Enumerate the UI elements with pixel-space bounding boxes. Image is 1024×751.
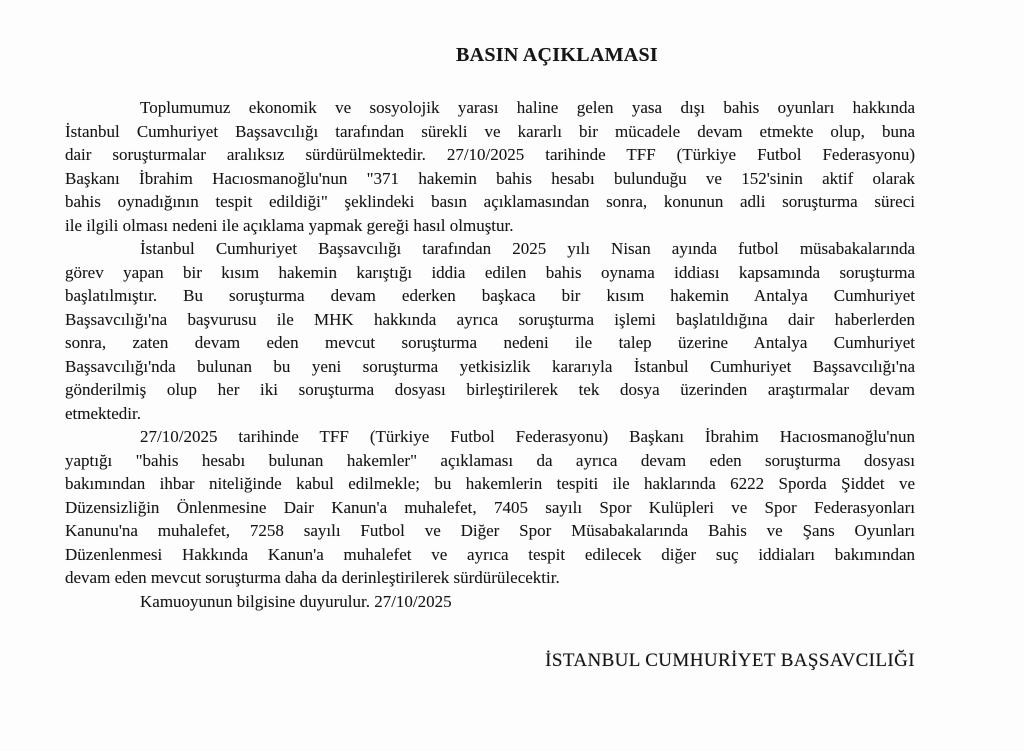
text-line: Başsavcılığı'nda bulunan bu yeni soruşturma yetkisizlik kararıyla İstanbul Cumhuriyet Başsavcılığı'na <box>65 356 915 376</box>
signature-line: İSTANBUL CUMHURİYET BAŞSAVCILIĞI <box>545 650 915 671</box>
text-line: Başkanı İbrahim Hacıosmanoğlu'nun "371 hakemin bahis hesabı bulunduğu ve 152'sinin aktif olarak <box>65 168 915 188</box>
document-body <box>65 96 915 613</box>
text-line: Düzensizliğin Önlenmesine Dair Kanun'a muhalefet, 7405 sayılı Spor Kulüpleri ve Spor Federasyonları <box>65 497 915 517</box>
document-title: BASIN AÇIKLAMASI <box>455 44 659 66</box>
text-line: İstanbul Cumhuriyet Başsavcılığı tarafından sürekli ve kararlı bir mücadele devam etmekte olup, buna <box>65 121 915 141</box>
text-line: Toplumumuz ekonomik ve sosyolojik yarası haline gelen yasa dışı bahis oyunları hakkında <box>140 98 915 117</box>
text-line: gönderilmiş olup her iki soruşturma dosyası birleştirilerek tek dosya üzerinden araştırmalar devam <box>65 380 915 399</box>
text-line: bahis oynadığının tespit edildiği" şeklindeki basın açıklamasından sonra, konunun adli soruşturma süreci <box>65 192 915 211</box>
text-line: sonra, zaten devam eden mevcut soruşturma nedeni ile talep üzerine Antalya Cumhuriyet <box>65 333 915 352</box>
text-line: yaptığı "bahis hesabı bulunan hakemler" açıklaması da ayrıca devam eden soruşturma dosyası <box>65 450 915 470</box>
text-line: dair soruşturmalar aralıksız sürdürülmektedir. 27/10/2025 tarihinde TFF (Türkiye Futbol Federasyonu) <box>65 145 915 164</box>
text-line: başlatılmıştır. Bu soruşturma devam ederken başkaca bir kısım hakemin Antalya Cumhuriyet <box>65 286 915 305</box>
text-line: devam eden mevcut soruşturma daha da derinleştirilerek sürdürülecektir. <box>65 568 560 587</box>
text-line: Düzenlenmesi Hakkında Kanun'a muhalefet ve ayrıca tespit edilecek diğer suç iddiaları bakımından <box>65 544 915 564</box>
text-line: görev yapan bir kısım hakemin karıştığı iddia edilen bahis oynama iddiası kapsamında soruşturma <box>65 262 915 282</box>
text-line: Kamuoyunun bilgisine duyurulur. 27/10/2025 <box>140 591 452 611</box>
text-line: etmektedir. <box>65 403 142 423</box>
text-line: Kanunu'na muhalefet, 7258 sayılı Futbol ve Diğer Spor Müsabakalarında Bahis ve Şans Oyunları <box>65 521 915 540</box>
text-line: 27/10/2025 tarihinde TFF (Türkiye Futbol Federasyonu) Başkanı İbrahim Hacıosmanoğlu'nun <box>140 427 915 446</box>
text-line: ile ilgili olması nedeni ile açıklama yapmak gereği hasıl olmuştur. <box>65 215 514 235</box>
text-line: bakımından ihbar niteliğinde kabul edilmekle; bu hakemlerin tespiti ile haklarında 6222 Sporda Şiddet ve <box>65 474 915 493</box>
text-line: Başsavcılığı'na başvurusu ile MHK hakkında ayrıca soruşturma işlemi başlatıldığına dair haberlerden <box>65 309 915 329</box>
text-line: İstanbul Cumhuriyet Başsavcılığı tarafından 2025 yılı Nisan ayında futbol müsabakalarında <box>140 239 915 258</box>
